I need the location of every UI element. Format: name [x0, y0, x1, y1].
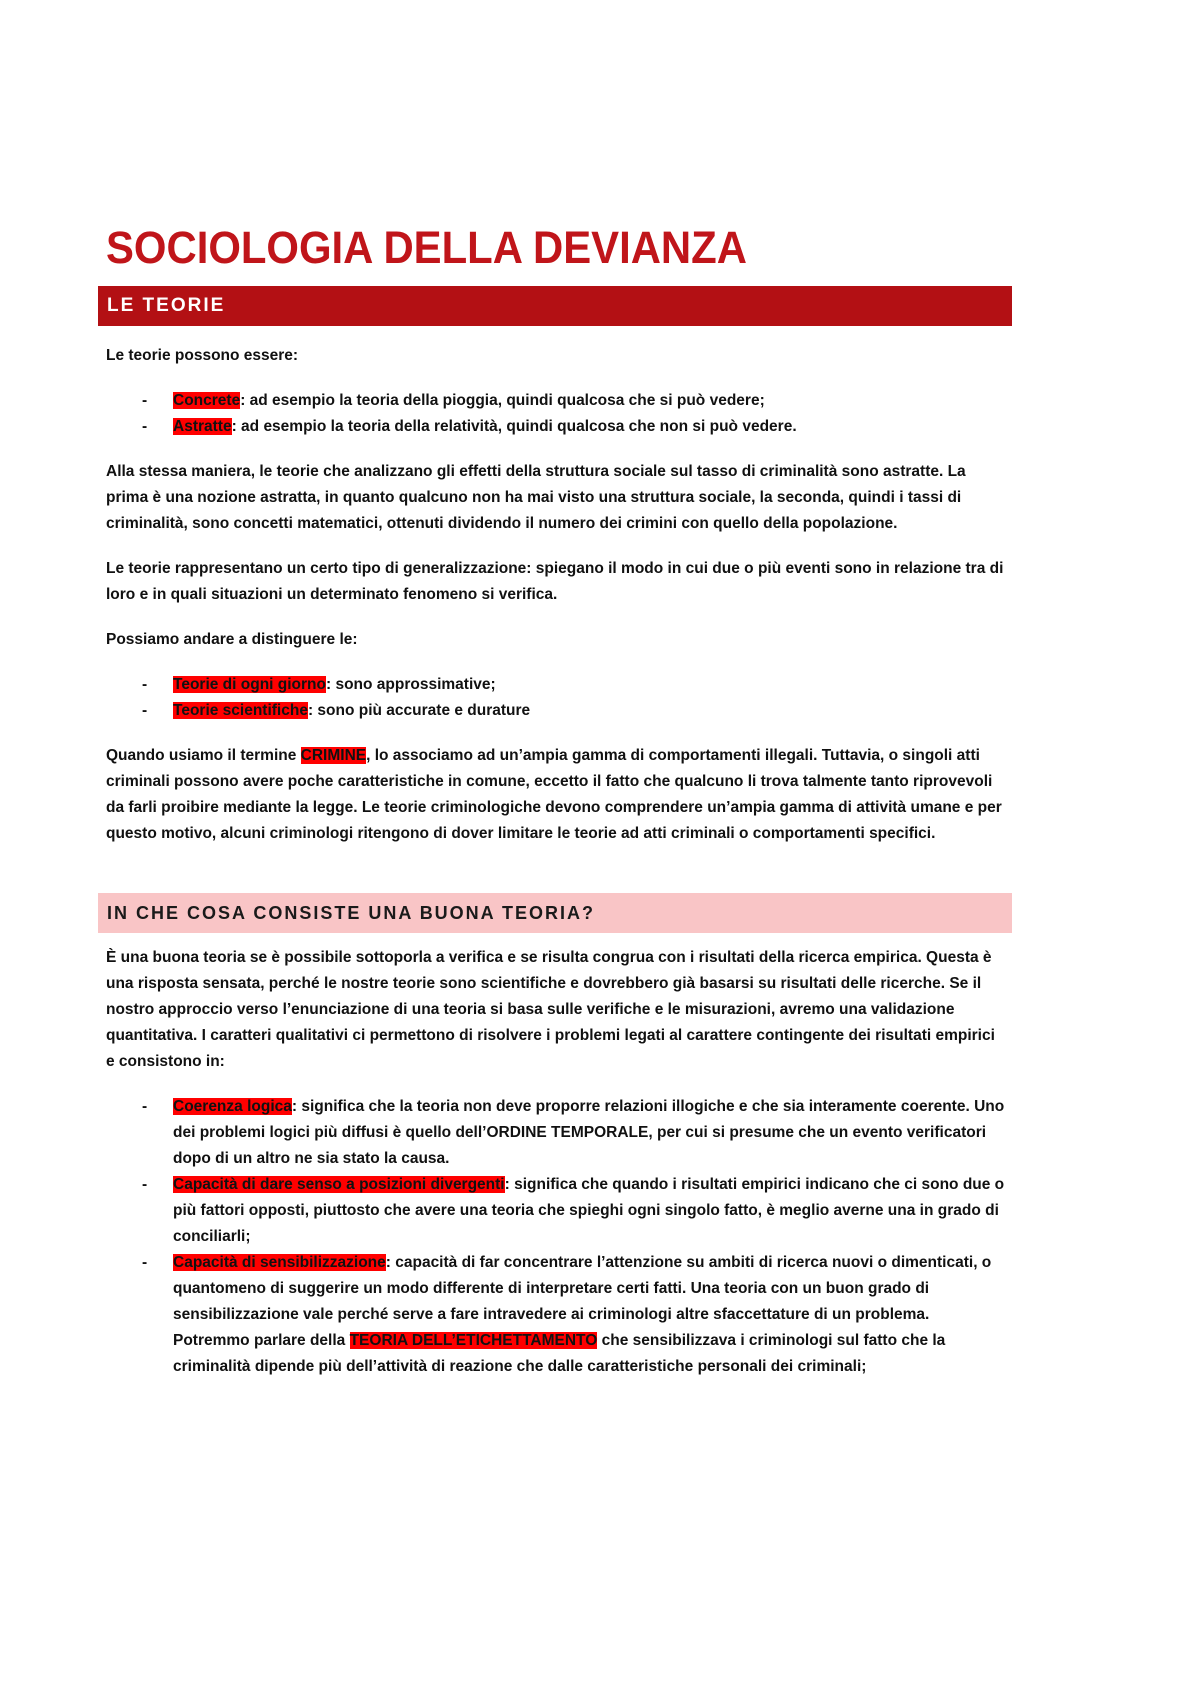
bullet-dash: - [142, 392, 148, 409]
list-item-text: : sono approssimative; [325, 676, 496, 693]
bullet-dash: - [142, 1176, 148, 1193]
list-item-text: : ad esempio la teoria della pioggia, quindi qualcosa che si può vedere; [240, 392, 765, 409]
bullet-list [106, 388, 1006, 440]
bullet-dash: - [142, 418, 148, 435]
list-item [106, 1172, 1006, 1250]
highlighted-term: Teorie di ogni giorno [173, 676, 326, 693]
section-heading-buona-teoria: IN CHE COSA CONSISTE UNA BUONA TEORIA? [98, 893, 1012, 933]
list-item-text: : ad esempio la teoria della relatività, quindi qualcosa che non si può vedere. [231, 418, 797, 435]
bullet-list [106, 1094, 1006, 1380]
highlighted-term: CRIMINE [300, 747, 367, 764]
paragraph: Le teorie rappresentano un certo tipo di generalizzazione: spiegano il modo in cui due o più eventi sono in relazione tra di loro e in quali situazioni un determinato fenomeno si verifica. [106, 560, 1004, 603]
paragraph [106, 743, 1006, 847]
bullet-list [106, 672, 1006, 724]
highlighted-term: Coerenza logica [173, 1098, 292, 1115]
highlighted-term: Astratte [173, 418, 232, 435]
highlighted-term: Capacità di dare senso a posizioni divergenti [173, 1176, 505, 1193]
list-item [106, 698, 1006, 724]
section-buona-teoria-body [106, 945, 1006, 1380]
list-item-text: : significa che la teoria non deve proporre relazioni illogiche e che sia interamente coerente. Uno dei problemi logici più diffusi è quello dell’ORDINE TEMPORALE, per cui si presume che un evento verificatori dopo di un altro ne sia stato la causa. [173, 1098, 1005, 1167]
document-title: SOCIOLOGIA DELLA DEVIANZA [106, 222, 747, 273]
bullet-dash: - [142, 1098, 148, 1115]
bullet-dash: - [142, 676, 148, 693]
paragraph: Alla stessa maniera, le teorie che analizzano gli effetti della struttura sociale sul tasso di criminalità sono astratte. La prima è una nozione astratta, in quanto qualcuno non ha mai visto una struttura sociale, la seconda, quindi i tassi di criminalità, sono concetti matematici, ottenuti dividendo il numero dei crimini con quello della popolazione. [106, 463, 966, 532]
text: Quando usiamo il termine [106, 747, 301, 764]
bullet-dash: - [142, 702, 148, 719]
list-item-text: che sensibilizzava i criminologi sul fatto che la criminalità dipende più dell’attività di reazione che dalle caratteristiche personali dei criminali; [173, 1332, 946, 1375]
highlighted-term: Concrete [173, 392, 241, 409]
list-item-text: : significa che quando i risultati empirici indicano che ci sono due o più fattori opposti, piuttosto che avere una teoria che spieghi ogni singolo fatto, è meglio averne una in grado di conciliarli; [173, 1176, 1005, 1245]
paragraph: Le teorie possono essere: [106, 347, 299, 364]
section-le-teorie-body [106, 343, 1006, 847]
paragraph: Possiamo andare a distinguere le: [106, 631, 358, 648]
list-item [106, 388, 1006, 414]
text: , lo associamo ad un’ampia gamma di comportamenti illegali. Tuttavia, o singoli atti criminali possono avere poche caratteristiche in comune, eccetto il fatto che qualcuno li trova talmente tanto riprovevoli da farli proibire mediante la legge. Le teorie criminologiche devono comprendere un’ampia gamma di attività umane e per questo motivo, alcuni criminologi ritengono di dover limitare le teorie ad atti criminali o comportamenti specifici. [106, 747, 1002, 842]
list-item-text: : capacità di far concentrare l’attenzione su ambiti di ricerca nuovi o dimenticati, o quantomeno di suggerire un modo differente di interpretare certi fatti. Una teoria con un buon grado di sensibilizzazione vale perché serve a fare intravedere ai criminologi altre sfaccettature di un problema. Potremmo parlare della [173, 1254, 992, 1349]
section-heading-le-teorie: LE TEORIE [98, 286, 1012, 326]
list-item [106, 672, 1006, 698]
bullet-dash: - [142, 1254, 148, 1271]
list-item [106, 1094, 1006, 1172]
paragraph: È una buona teoria se è possibile sottoporla a verifica e se risulta congrua con i risultati della ricerca empirica. Questa è una risposta sensata, perché le nostre teorie sono scientifiche e dovrebbero già basarsi su risultati delle ricerche. Se il nostro approccio verso l’enunciazione di una teoria si basa sulle verifiche e le misurazioni, avremo una validazione quantitativa. I caratteri qualitativi ci permettono di risolvere i problemi legati al carattere contingente dei risultati empirici e consistono in: [106, 949, 995, 1070]
list-item-text: : sono più accurate e durature [307, 702, 531, 719]
highlighted-term: Teorie scientifiche [173, 702, 308, 719]
list-item [106, 414, 1006, 440]
highlighted-term: TEORIA DELL’ETICHETTAMENTO [349, 1332, 598, 1349]
highlighted-term: Capacità di sensibilizzazione [173, 1254, 386, 1271]
list-item [106, 1250, 1006, 1380]
